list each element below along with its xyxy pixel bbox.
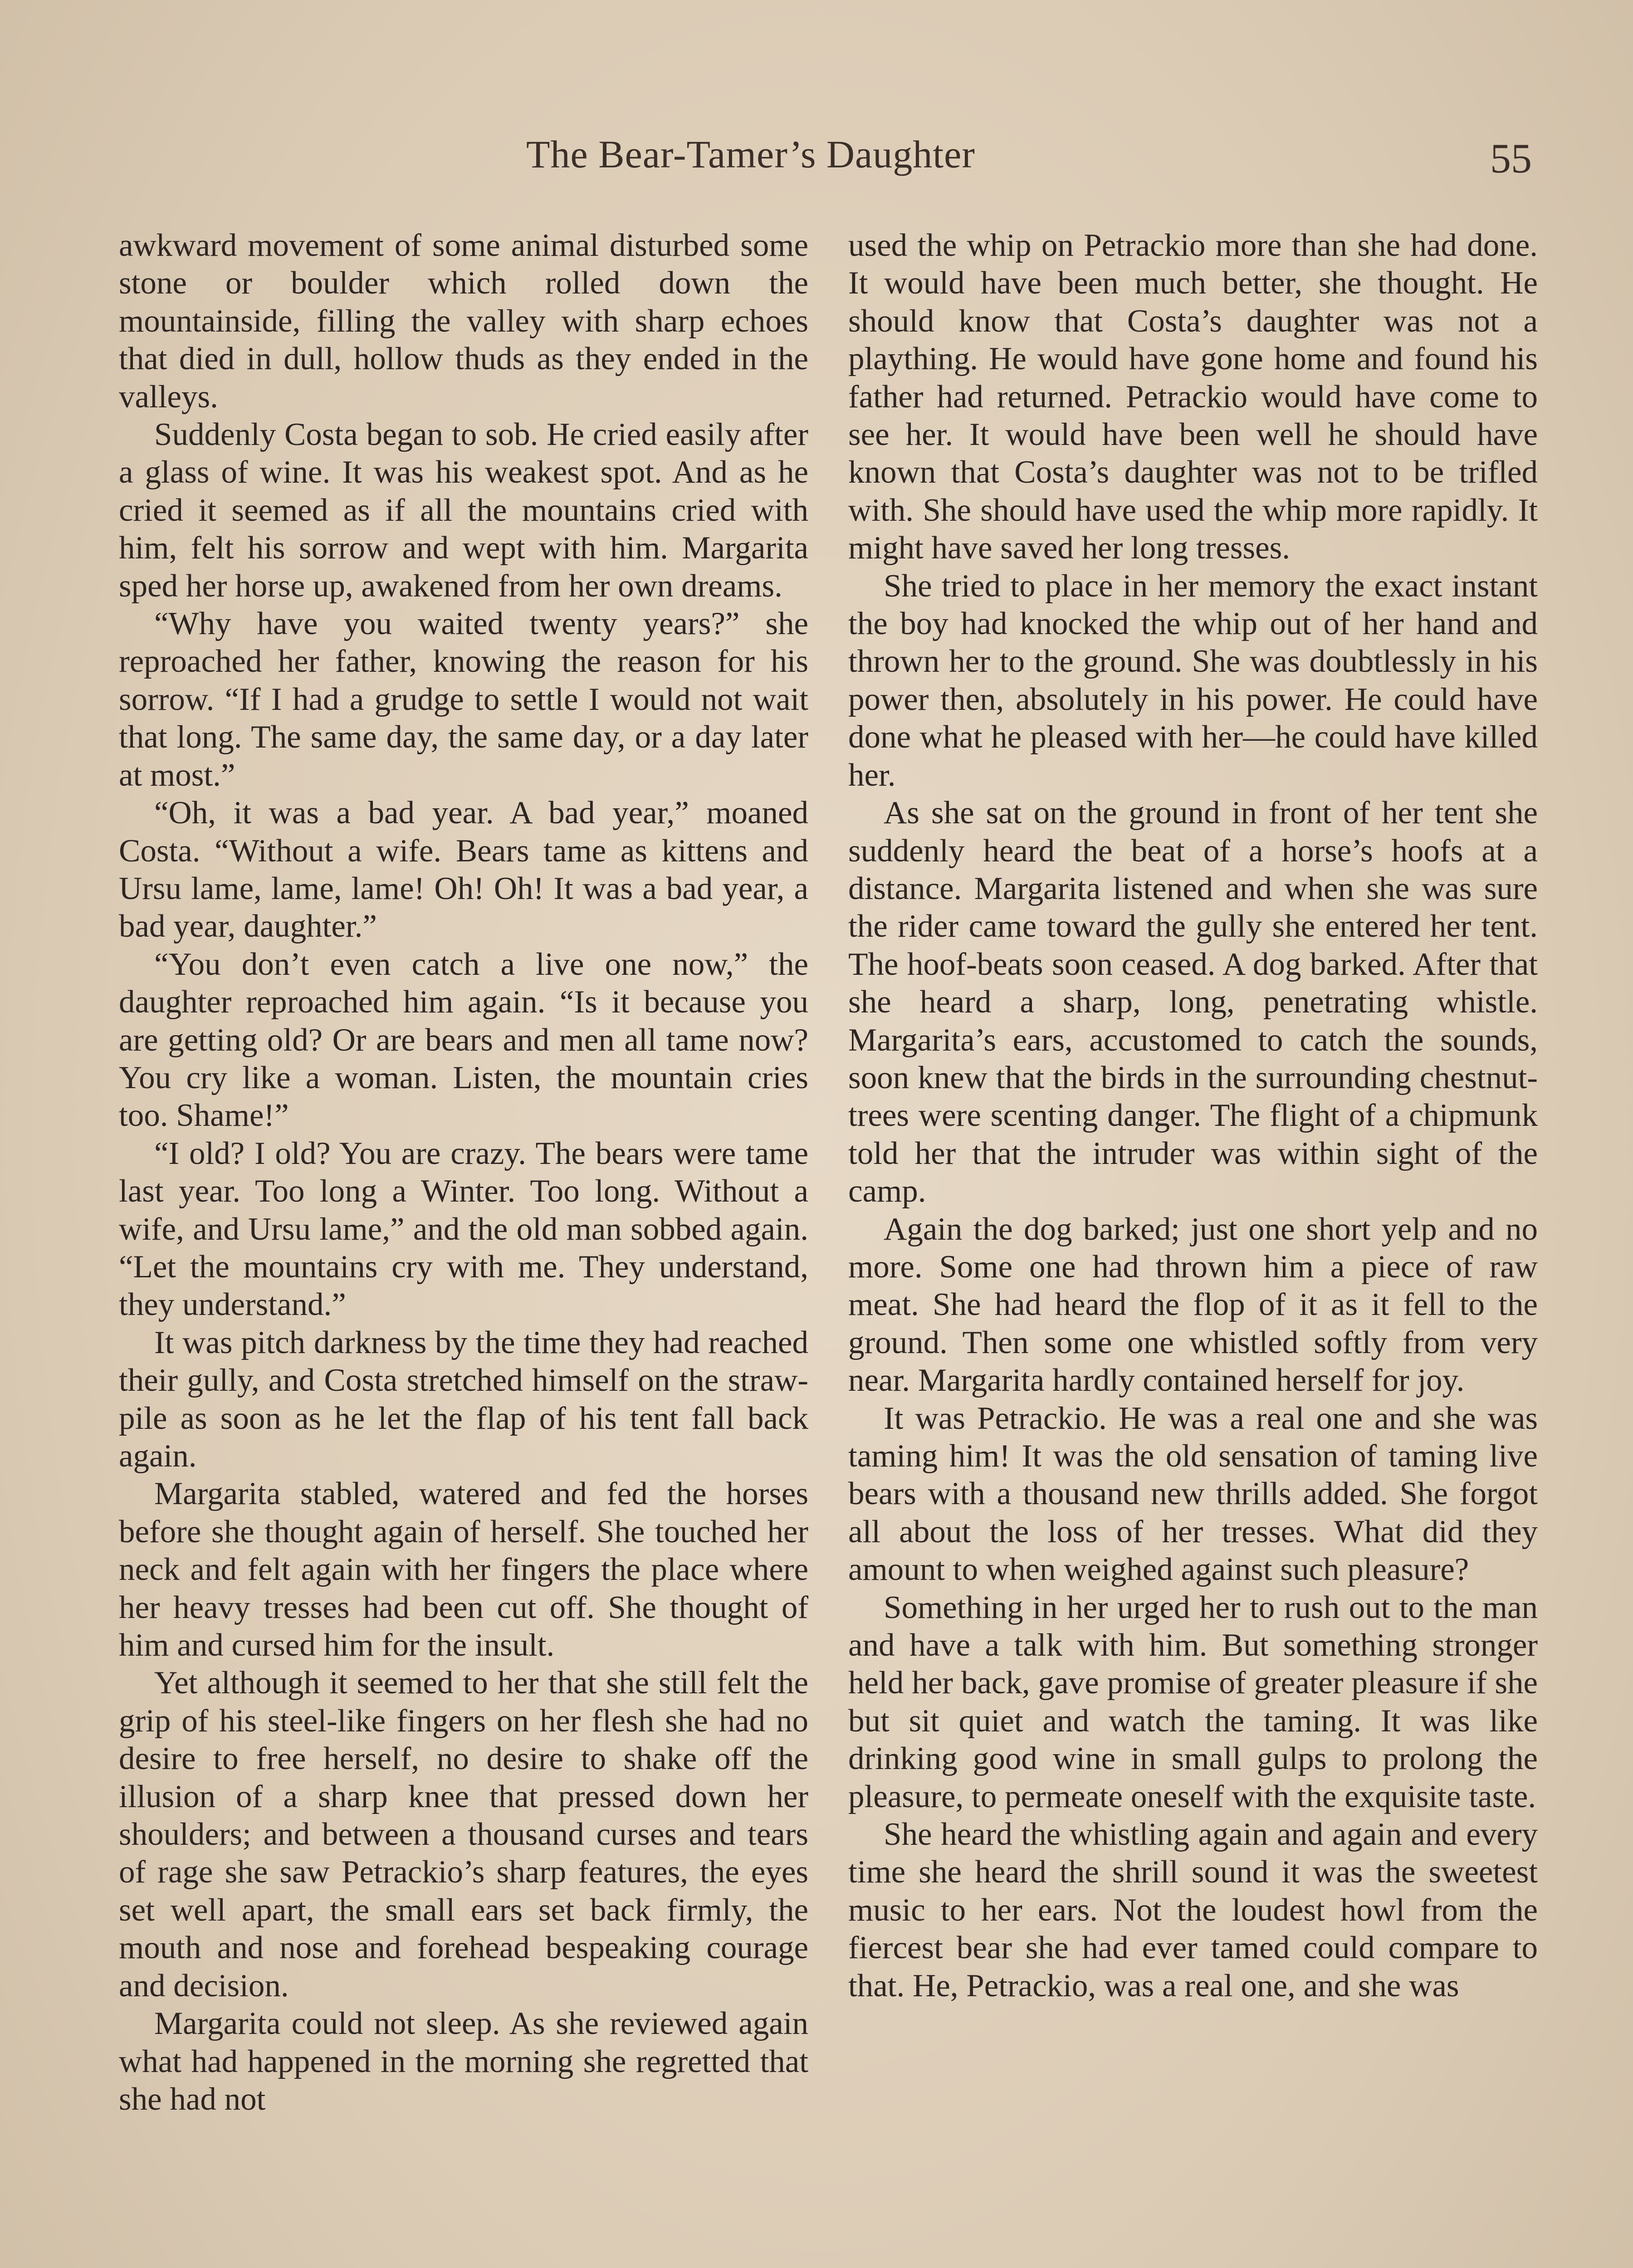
paragraph: She tried to place in her memory the exact instant the boy had knocked the whip out of her hand and thrown her to the ground. She was doubtlessly in his power then, absolutely in his power. He could have done what he pleased with her—he could have killed her.: [848, 568, 1538, 793]
right-text-column: [848, 227, 1538, 2005]
paragraph: Suddenly Costa began to sob. He cried easily after a glass of wine. It was his weakest spot. And as he cried it seemed as if all the mountains cried with him, felt his sorrow and wept with him. Margarita sped her horse up, awakened from her own dreams.: [119, 417, 808, 604]
paragraph: It was pitch darkness by the time they had reached their gully, and Costa stretched himself on the straw-pile as soon as he let the flap of his tent fall back again.: [119, 1325, 808, 1474]
paragraph: awkward movement of some animal disturbed some stone or boulder which rolled down the mountainside, filling the valley with sharp echoes that died in dull, hollow thuds as they ended in the valleys.: [119, 228, 808, 415]
paragraph: Again the dog barked; just one short yelp and no more. Some one had thrown him a piece of raw meat. She had heard the flop of it as it fell to the ground. Then some one whistled softly from very near. Margarita hardly contained herself for joy.: [848, 1211, 1538, 1398]
paragraph: Yet although it seemed to her that she still felt the grip of his steel-like fingers on her flesh she had no desire to free herself, no desire to shake off the illusion of a sharp knee that pressed down her shoulders; and between a thousand curses and tears of rage she saw Petrackio’s sharp features, the eyes set well apart, the small ears set back firmly, the mouth and nose and forehead bespeaking courage and decision.: [119, 1665, 808, 2004]
paragraph: “You don’t even catch a live one now,” the daughter reproached him again. “Is it because you are getting old? Or are bears and men all tame now? You cry like a woman. Listen, the mountain cries too. Shame!”: [119, 946, 808, 1134]
paragraph: “Why have you waited twenty years?” she reproached her father, knowing the reason for his sorrow. “If I had a grudge to settle I would not wait that long. The same day, the same day, or a day later at most.”: [119, 606, 808, 793]
page-number: 55: [1490, 135, 1532, 181]
paragraph: Margarita stabled, watered and fed the horses before she thought again of herself. She touched her neck and felt again with her fingers the place where her heavy tresses had been cut off. She thought of him and cursed him for the insult.: [119, 1476, 808, 1663]
paragraph: She heard the whistling again and again and every time she heard the shrill sound it was the sweetest music to her ears. Not the loudest howl from the fiercest bear she had ever tamed could compare to that. He, Petrackio, was a real one, and she was: [848, 1817, 1538, 2004]
page-header: [0, 132, 1633, 195]
paragraph: “I old? I old? You are crazy. The bears were tame last year. Too long a Winter. Too long. Without a wife, and Ursu lame,” and the old man sobbed again. “Let the mountains cry with me. They understand, they understand.”: [119, 1135, 808, 1323]
running-title: The Bear-Tamer’s Daughter: [526, 132, 975, 176]
paragraph: Something in her urged her to rush out to the man and have a talk with him. But something stronger held her back, gave promise of greater pleasure if she but sit quiet and watch the taming. It was like drinking good wine in small gulps to prolong the pleasure, to permeate oneself with the exquisite taste.: [848, 1589, 1538, 1814]
paragraph: “Oh, it was a bad year. A bad year,” moaned Costa. “Without a wife. Bears tame as kittens and Ursu lame, lame, lame! Oh! Oh! It was a bad year, a bad year, daughter.”: [119, 795, 808, 944]
paragraph: used the whip on Petrackio more than she had done. It would have been much better, she thought. He should know that Costa’s daughter was not a plaything. He would have gone home and found his father had returned. Petrackio would have come to see her. It would have been well he should have known that Costa’s daughter was not to be trifled with. She should have used the whip more rapidly. It might have saved her long tresses.: [848, 228, 1538, 566]
paragraph: Margarita could not sleep. As she reviewed again what had happened in the morning she regretted that she had not: [119, 2006, 808, 2117]
left-text-column: [119, 227, 808, 2118]
paragraph: As she sat on the ground in front of her tent she suddenly heard the beat of a horse’s hoofs at a distance. Margarita listened and when she was sure the rider came toward the gully she entered her tent. The hoof-beats soon ceased. A dog barked. After that she heard a sharp, long, penetrating whistle. Margarita’s ears, accustomed to catch the sounds, soon knew that the birds in the surrounding chestnut-trees were scenting danger. The flight of a chipmunk told her that the intruder was within sight of the camp.: [848, 795, 1538, 1209]
paragraph: It was Petrackio. He was a real one and she was taming him! It was the old sensation of taming live bears with a thousand new thrills added. She forgot all about the loss of her tresses. What did they amount to when weighed against such pleasure?: [848, 1400, 1538, 1588]
